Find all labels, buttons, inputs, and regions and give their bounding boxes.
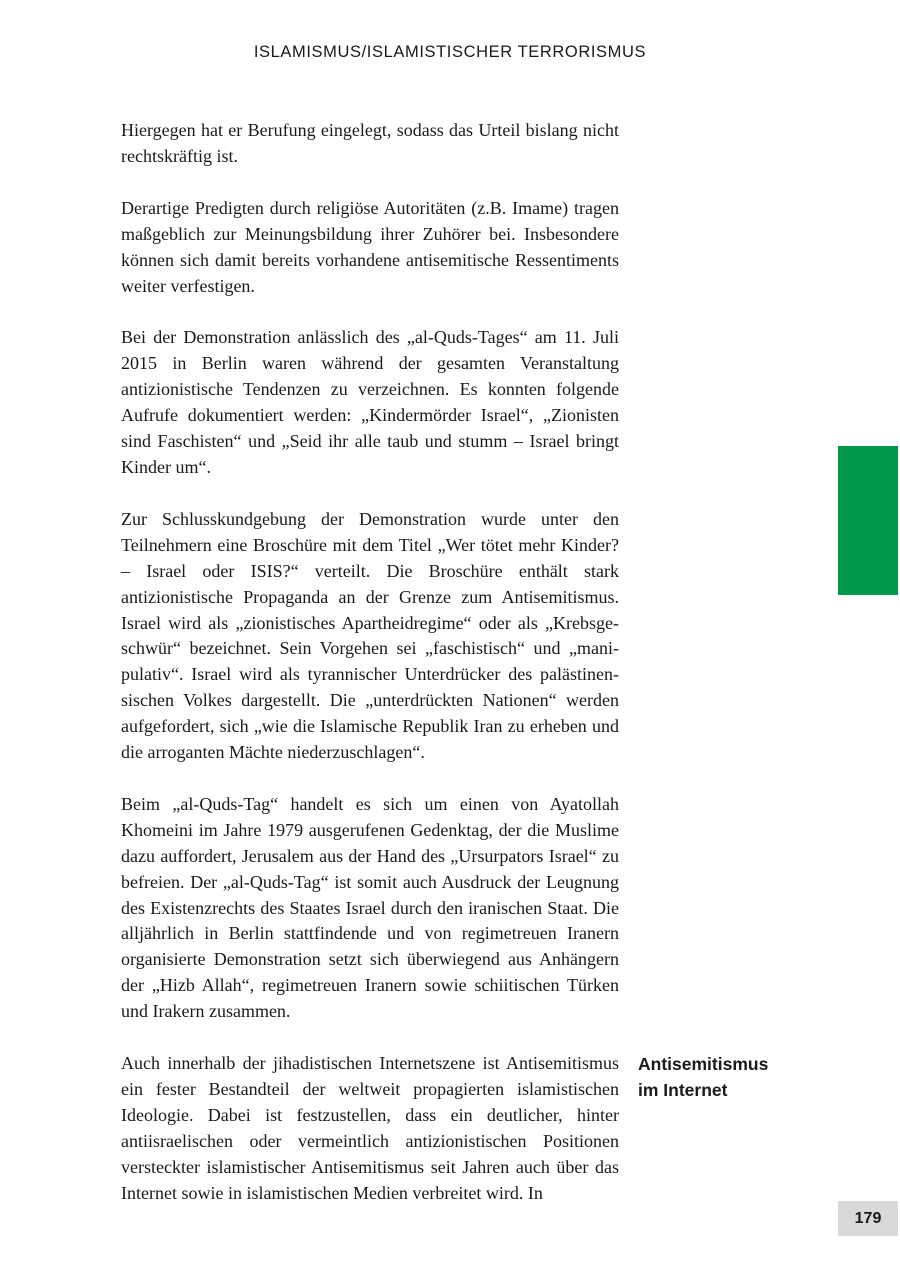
paragraph-demonstration: Bei der Demonstration anlässlich des „al-Quds-Tages“ am 11. Juli 2015 in Berlin waren während der gesamten Veranstaltung antizionistische Tendenzen zu verzeichnen. Es konnten folgende Aufrufe dokumentiert werden: „Kindermörder Israel“, „Zionisten sind Faschisten“ und „Seid ihr alle taub und stumm – Israel bringt Kinder um“. xyxy=(121,327,619,477)
margin-heading-line: im Internet xyxy=(638,1079,728,1100)
margin-heading-line: Antisemitismus xyxy=(638,1054,769,1074)
paragraph-al-quds-day: Beim „al-Quds-Tag“ handelt es sich um einen von Ayatollah Khomeini im Jahre 1979 ausgerufenen Gedenktag, der die Muslime dazu auffordert, Jerusalem aus der Hand des „Ursurpators Israel“ zu befreien. Der „al-Quds-Tag“ ist somit auch Ausdruck der Leugnung des Existenzrechts des Staates Israel durch den iranischen Staat. Die alljährlich in Berlin stattfindende und von regimetreuen Iranern organisierte Demonstration setzt sich überwiegend aus Anhängern der „Hizb Allah“, regimetreuen Iranern sowie schiitischen Türken und Irakern zusammen. xyxy=(121,793,619,1022)
body-text xyxy=(121,118,619,1233)
page-number: 179 xyxy=(838,1201,898,1236)
paragraph-brochure: Zur Schlusskundgebung der Demonstration wurde unter den Teilnehmern eine Broschüre mit dem Titel „Wer tötet mehr Kinder? – Israel oder ISIS?“ verteilt. Die Broschüre enthält stark antizionistische Propaganda an der Grenze zum Antisemitismus. Israel wird als „zionistisches Apartheidregime“ oder als „Krebsgeschwür“ bezeichnet. Sein Vorgehen sei „faschistisch“ und „manipulativ“. Israel wird als tyrannischer Unterdrücker des palästinensischen Volkes dargestellt. Die „unterdrückten Nationen“ werden aufgefordert, sich „wie die Islamische Republik Iran zu erheben und die arroganten Mächte niederzuschlagen“. xyxy=(121,508,619,763)
margin-heading xyxy=(638,1052,818,1104)
chapter-tab xyxy=(838,446,898,595)
paragraph-internet: Auch innerhalb der jihadistischen Internetszene ist Antisemitismus ein fester Bestandteil der weltweit propagierten islamistischen Ideologie. Dabei ist festzustellen, dass ein deutlicher, hinter antiisraelischen oder vermeintlich antizionistischen Positionen versteckter islamistischer Antisemitismus seit Jahren auch über das Internet sowie in islamistischen Medien verbreitet wird. In xyxy=(121,1053,619,1203)
paragraph-appeal: Hiergegen hat er Berufung eingelegt, sodass das Urteil bislang nicht rechtskräftig ist. xyxy=(121,120,619,166)
paragraph-sermons: Derartige Predigten durch religiöse Autoritäten (z.B. Imame) tragen maßgeblich zur Meinungsbildung ihrer Zuhörer bei. Insbesondere können sich damit bereits vorhandene antisemitische Ressentiments weiter verfestigen. xyxy=(121,197,619,296)
running-header: ISLAMISMUS/ISLAMISTISCHER TERRORISMUS xyxy=(253,43,647,61)
